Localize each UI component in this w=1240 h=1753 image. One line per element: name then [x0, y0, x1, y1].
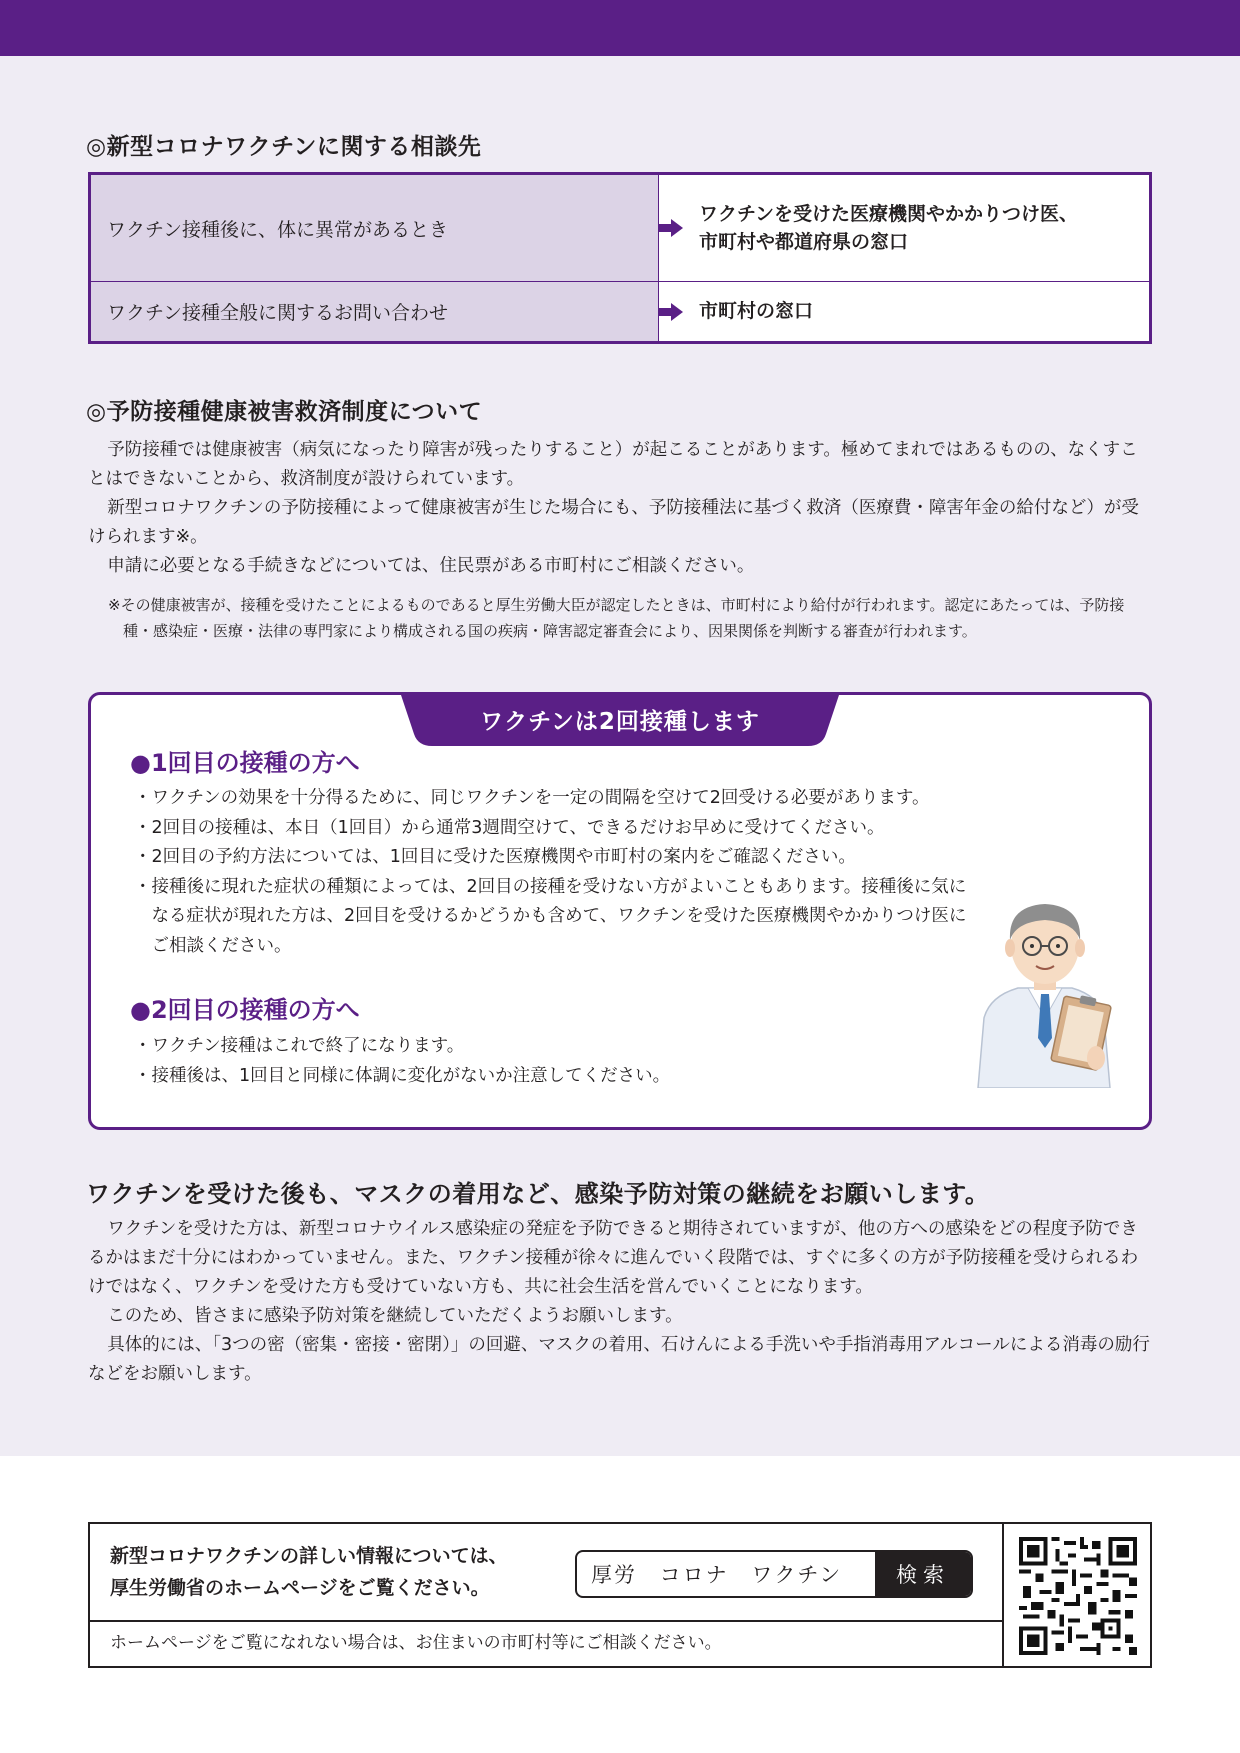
prevention-paragraph: 具体的には、「3つの密（密集・密接・密閉）」の回避、マスクの着用、石けんによる手洗いや手指消毒用アルコールによる消毒の励行などをお願いします。: [88, 1335, 1150, 1384]
consult-contact: [699, 175, 1139, 281]
divider: [90, 1620, 1002, 1622]
consult-contact-line: ワクチンを受けた医療機関やかかりつけ医、: [699, 202, 1079, 225]
vaccine-tab-title: ワクチンは2回接種します: [480, 708, 760, 735]
divider: [1002, 1524, 1004, 1666]
arrow-right-icon: [659, 219, 683, 237]
relief-paragraph: 新型コロナワクチンの予防接種によって健康被害が生じた場合にも、予防接種法に基づく救済（医療費・障害年金の給付など）が受けられます※。: [88, 498, 1139, 547]
second-dose-list: [134, 1032, 994, 1091]
prevention-paragraph: このため、皆さまに感染予防対策を継続していただくようお願いします。: [107, 1306, 683, 1326]
second-dose-heading: ●2回目の接種の方へ: [130, 996, 360, 1024]
consult-contact-line: 市町村や都道府県の窓口: [699, 231, 909, 253]
qr-code-icon[interactable]: [1019, 1537, 1137, 1655]
consult-table: [88, 172, 1152, 344]
search-button[interactable]: 検索: [875, 1552, 971, 1596]
prevention-body: [88, 1215, 1152, 1389]
list-item: ・2回目の予約方法については、1回目に受けた医療機関や市町村の案内をご確認ください。: [134, 847, 856, 867]
search-box[interactable]: [575, 1550, 973, 1598]
arrow-right-icon: [659, 303, 683, 321]
relief-body: [88, 436, 1152, 581]
consult-situation: ワクチン接種後に、体に異常があるとき: [91, 175, 659, 281]
search-term: 厚労 コロナ ワクチン: [591, 1563, 843, 1587]
info-text: [110, 1540, 508, 1604]
info-line: 新型コロナワクチンの詳しい情報については、: [110, 1545, 508, 1567]
relief-paragraph: 申請に必要となる手続きなどについては、住民票がある市町村にご相談ください。: [107, 556, 755, 576]
list-item: ・接種後は、1回目と同様に体調に変化がないか注意してください。: [134, 1065, 671, 1086]
list-item: ・ワクチン接種はこれで終了になります。: [134, 1036, 465, 1056]
prevention-paragraph: ワクチンを受けた方は、新型コロナウイルス感染症の発症を予防できると期待されていますが、他の方への感染をどの程度予防できるかはまだ十分にはわかっていません。また、ワクチン接種が徐々に進んでいく段階では、すぐに多くの方が予防接種を受けられるわけではなく、ワクチンを受けた方も受けていない方も、共に社会生活を営んでいくことになります。: [88, 1219, 1139, 1297]
relief-heading: ◎予防接種健康被害救済制度について: [86, 399, 483, 425]
consult-row: [91, 175, 1149, 282]
info-line: 厚生労働省のホームページをご覧ください。: [110, 1577, 490, 1599]
prevention-heading: ワクチンを受けた後も、マスクの着用など、感染予防対策の継続をお願いします。: [86, 1180, 990, 1208]
first-dose-list: [134, 784, 994, 961]
consult-contact: 市町村の窓口: [699, 300, 814, 323]
top-banner: [0, 0, 1240, 56]
list-item: ・2回目の接種は、本日（1回目）から通常3週間空けて、できるだけお早めに受けてください。: [134, 817, 885, 838]
list-item: ・接種後に現れた症状の種類によっては、2回目の接種を受けない方がよいこともあります。接種後に気になる症状が現れた方は、2回目を受けるかどうかも含めて、ワクチンを受けた医療機関やかかりつけ医にご相談ください。: [134, 876, 967, 956]
info-note: ホームページをご覧になれない場合は、お住まいの市町村等にご相談ください。: [110, 1633, 722, 1653]
consult-situation: ワクチン接種全般に関するお問い合わせ: [91, 282, 659, 341]
first-dose-heading: ●1回目の接種の方へ: [130, 749, 360, 777]
relief-paragraph: 予防接種では健康被害（病気になったり障害が残ったりすること）が起こることがあります。極めてまれではあるものの、なくすことはできないことから、救済制度が設けられています。: [88, 440, 1138, 489]
doctor-illustration: [970, 888, 1120, 1088]
consult-row: [91, 282, 1149, 341]
consult-heading: ◎新型コロナワクチンに関する相談先: [86, 134, 482, 160]
list-item: ・ワクチンの効果を十分得るために、同じワクチンを一定の間隔を空けて2回受ける必要があります。: [134, 788, 930, 808]
relief-note: ※その健康被害が、接種を受けたことによるものであると厚生労働大臣が認定したときは、市町村により給付が行われます。認定にあたっては、予防接種・感染症・医療・法律の専門家により構成される国の疾病・障害認定審査会により、因果関係を判断する審査が行われます。: [108, 596, 1125, 640]
